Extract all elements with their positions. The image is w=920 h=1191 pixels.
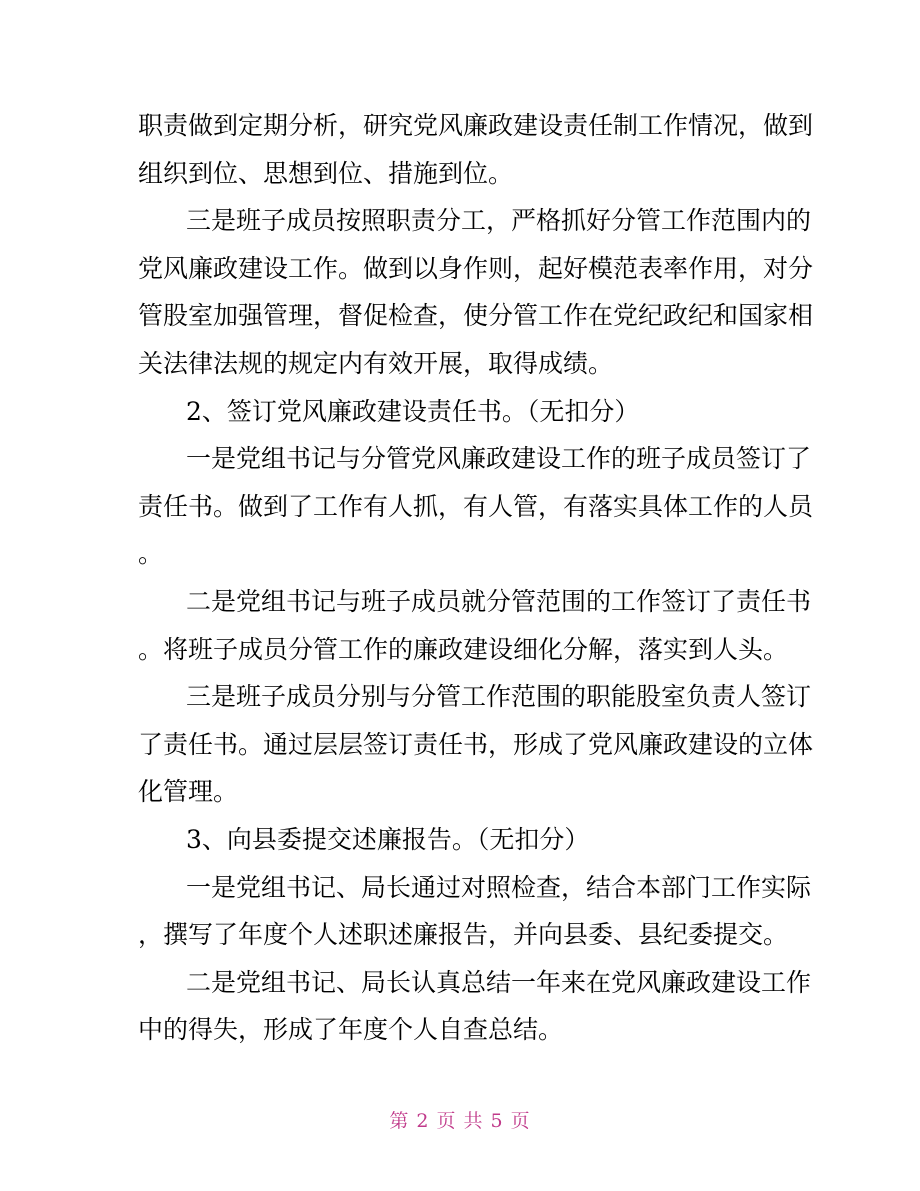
paragraph-start: 一是党组书记、局长通过对照检查，结合本部门工作实际 xyxy=(186,872,812,902)
text-line: 关法律法规的规定内有效开展，取得成绩。 xyxy=(138,348,614,378)
text-line: 。 xyxy=(138,539,164,569)
section-heading: 3、向县委提交述廉报告。（无扣分） xyxy=(186,824,590,854)
text-line: 化管理。 xyxy=(138,777,239,807)
paragraph-start: 二是党组书记、局长认真总结一年来在党风廉政建设工作 xyxy=(186,967,812,997)
text-line: ，撰写了年度个人述职述廉报告，并向县委、县纪委提交。 xyxy=(138,920,789,950)
text-line: 职责做到定期分析，研究党风廉政建设责任制工作情况，做到 xyxy=(138,111,814,140)
text-line: 党风廉政建设工作。做到以身作则，起好模范表率作用，对分 xyxy=(138,253,814,283)
section-heading: 2、签订党风廉政建设责任书。（无扣分） xyxy=(186,396,640,426)
text-line: 责任书。做到了工作有人抓，有人管，有落实具体工作的人员 xyxy=(138,491,814,521)
text-line: 中的得失，形成了年度个人自查总结。 xyxy=(138,1015,564,1045)
paragraph-start: 三是班子成员按照职责分工，严格抓好分管工作范围内的 xyxy=(186,206,812,236)
page-number-footer: 第 2 页 共 5 页 xyxy=(389,1110,531,1132)
paragraph-start: 二是党组书记与班子成员就分管范围的工作签订了责任书 xyxy=(186,586,812,616)
document-body xyxy=(138,102,814,1054)
text-line: 。将班子成员分管工作的廉政建设细化分解，落实到人头。 xyxy=(138,634,789,664)
paragraph-start: 三是班子成员分别与分管工作范围的职能股室负责人签订 xyxy=(186,682,812,712)
text-line: 了责任书。通过层层签订责任书，形成了党风廉政建设的立体 xyxy=(138,729,814,759)
paragraph-start: 一是党组书记与分管党风廉政建设工作的班子成员签订了 xyxy=(186,444,812,474)
text-line: 管股室加强管理，督促检查，使分管工作在党纪政纪和国家相 xyxy=(138,301,814,331)
text-line: 组织到位、思想到位、措施到位。 xyxy=(138,158,514,188)
